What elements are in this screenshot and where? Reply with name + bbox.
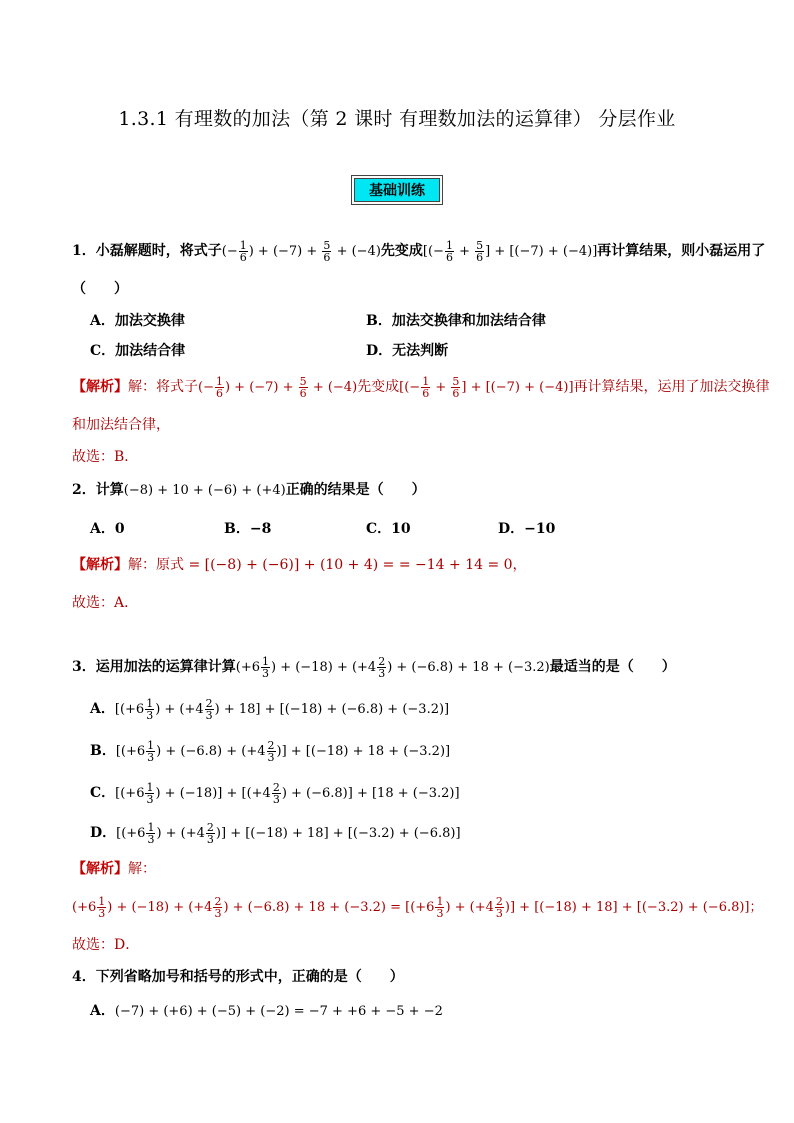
q2-stem: 2．计算(−8) + 10 + (−6) + (+4)正确的结果是（ ）: [72, 482, 426, 498]
q1-analysis-line2: 和加法结合律，: [72, 417, 170, 433]
q3-option-c: C．[(+6 $\frac{1}{3}$ ) + (−18)] + [(+4 $\frac{2}{3}$ ) + (−6.8)] + [18 + (−3.2)]: [90, 781, 460, 806]
q3-option-b: B．[(+6 $\frac{1}{3}$ ) + (−6.8) + (+4 $\frac{2}{3}$ )] + [(−18) + 18 + (−3.2)]: [90, 739, 451, 764]
section-header: [0, 178, 794, 202]
q1-analysis: 【解析】解：将式子(− $\frac{1}{6}$ ) + (−7) + $\frac{5}{6}$ + (−4)先变成[(− $\frac{1}{6}$ + $\frac{5}{6}$ ] + [(−7) + (−4)]再计算结果，运用了加法交换律: [72, 375, 770, 400]
q1-paren: （ ）: [72, 281, 128, 297]
q1-option-a: A．加法交换律: [90, 313, 185, 329]
q3-stem: 3．运用加法的运算律计算(+6 $\frac{1}{3}$ ) + (−18) + (+4 $\frac{2}{3}$ ) + (−6.8) + 18 + (−3.2)最适当的是（ ）: [72, 655, 676, 680]
page-title: 1.3.1 有理数的加法（第 2 课时 有理数加法的运算律） 分层作业: [118, 108, 676, 130]
q3-option-a: A．[(+6 $\frac{1}{3}$ ) + (+4 $\frac{2}{3}$ ) + 18] + [(−18) + (−6.8) + (−3.2)]: [90, 697, 450, 722]
q1-stem: 1．小磊解题时，将式子(− $\frac{1}{6}$ ) + (−7) + $\frac{5}{6}$ + (−4)先变成[(− $\frac{1}{6}$ + $\frac{5}{6}$ ] + [(−7) + (−4)]再计算结果，则小磊运用了: [72, 239, 766, 264]
q2-option-c: C．10: [366, 521, 411, 537]
q3-answer: 故选：D．: [72, 937, 140, 953]
q1-answer: 故选：B．: [72, 449, 139, 465]
q2-analysis: 【解析】解：原式 = [(−8) + (−6)] + (10 + 4) = = −14 + 14 = 0，: [72, 557, 527, 573]
section-badge: 基础训练: [354, 178, 440, 202]
q2-option-d: D．−10: [498, 521, 556, 537]
q2-answer: 故选：A．: [72, 595, 139, 611]
q3-analysis: 【解析】解：: [72, 861, 156, 877]
q1-option-d: D．无法判断: [366, 343, 449, 359]
q4-stem: 4．下列省略加号和括号的形式中，正确的是（ ）: [72, 969, 404, 985]
q1-option-b: B．加法交换律和加法结合律: [366, 313, 546, 329]
q2-option-a: A．0: [90, 521, 125, 537]
q4-option-a: A．(−7) + (+6) + (−5) + (−2) = −7 + +6 + −5 + −2: [90, 1003, 443, 1019]
q3-option-d: D．[(+6 $\frac{1}{3}$ ) + (+4 $\frac{2}{3}$ )] + [(−18) + 18] + [(−3.2) + (−6.8)]: [90, 821, 461, 846]
q2-option-b: B．−8: [224, 521, 272, 537]
q1-option-c: C．加法结合律: [90, 343, 186, 359]
q3-analysis-expr: (+6 $\frac{1}{3}$ ) + (−18) + (+4 $\frac{2}{3}$ ) + (−6.8) + 18 + (−3.2) = [(+6 $\frac{1}{3}$ ) + (+4 $\frac{2}{3}$ )] + [(−18) + 18] + [(−3.2) + (−6.8)]；: [72, 895, 763, 920]
